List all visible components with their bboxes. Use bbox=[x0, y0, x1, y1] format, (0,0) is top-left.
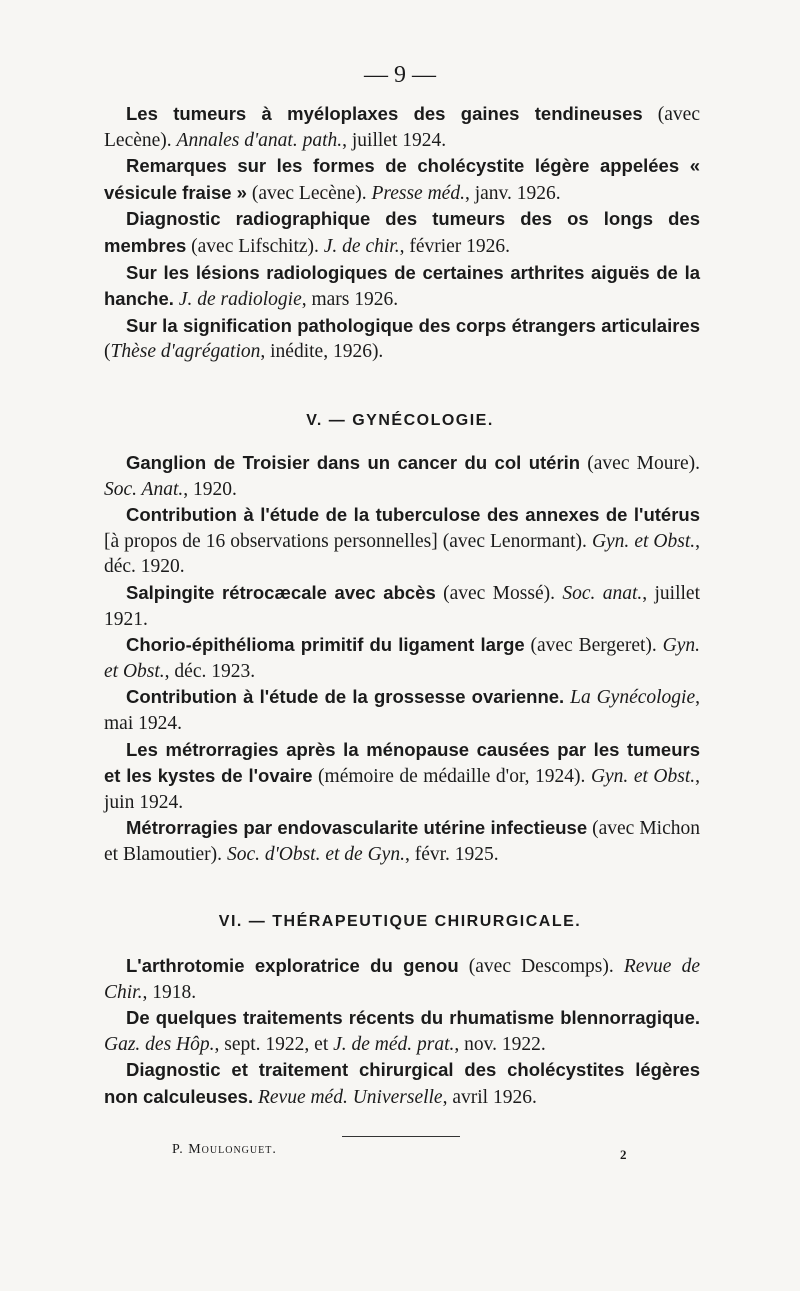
footer-rule bbox=[342, 1136, 460, 1137]
entry-title: Sur la signification pathologique des corps étrangers articulaires bbox=[126, 314, 700, 336]
bibliography-entry bbox=[104, 632, 700, 684]
bibliography-entry bbox=[104, 1057, 700, 1110]
journal-name: La Gynécologie bbox=[570, 687, 696, 709]
bibliography-entry bbox=[104, 502, 700, 580]
journal-name: Gyn. et Obst. bbox=[591, 530, 696, 552]
entry-title: Sur les lésions radiologiques de certaines arthrites aiguës de la hanche. bbox=[104, 261, 700, 310]
entry-title: Contribution à l'étude de la grossesse ovarienne. bbox=[126, 686, 565, 708]
section-5-heading: V. — GYNÉCOLOGIE. bbox=[306, 412, 494, 429]
entry-date: , mars 1926. bbox=[301, 289, 399, 311]
entry-date: , inédite, 1926). bbox=[260, 341, 384, 363]
entry-details: (avec Bergeret). bbox=[524, 635, 663, 657]
entry-date: , 1918. bbox=[142, 981, 197, 1003]
journal-name: Soc. d'Obst. et de Gyn. bbox=[226, 843, 405, 865]
entry-title: Contribution à l'étude de la tuberculose des annexes de l'utérus bbox=[126, 504, 700, 526]
journal-name: Thèse d'agrégation bbox=[110, 341, 261, 363]
entry-details: (avec Michon et Blamoutier). bbox=[104, 818, 701, 865]
entry-date: , déc. 1923. bbox=[164, 660, 256, 682]
entry-title: L'arthrotomie exploratrice du genou bbox=[126, 955, 459, 976]
page-number: — 9 — bbox=[364, 62, 436, 88]
signature-mark: 2 bbox=[620, 1147, 627, 1162]
journal-name: Soc. Anat. bbox=[104, 478, 184, 500]
bibliography-entry bbox=[104, 260, 700, 313]
journal-name: J. de méd. prat. bbox=[333, 1033, 455, 1055]
bibliography-entry bbox=[104, 450, 700, 502]
entry-title: Diagnostic radiographique des tumeurs des os longs des membres bbox=[104, 208, 700, 256]
entry-details: [à propos de 16 observations personnelles] (avec Lenormant). bbox=[104, 530, 592, 552]
entry-details: (avec Moure). bbox=[580, 453, 700, 474]
entry-title: Diagnostic et traitement chirurgical des cholécystites légères non calculeuses. bbox=[104, 1059, 700, 1107]
entry-date: , janv. 1926. bbox=[464, 182, 561, 204]
bibliography-entry bbox=[104, 737, 700, 816]
entry-details: ( bbox=[104, 341, 111, 363]
entry-title: Métrorragies par endovascularite utérine infectieuse bbox=[126, 817, 588, 839]
entry-title: Ganglion de Troisier dans un cancer du col utérin bbox=[126, 452, 581, 473]
entry-date: , mai 1924. bbox=[104, 687, 700, 734]
entry-details: (avec Lecène). bbox=[246, 182, 372, 204]
bibliography-entry bbox=[104, 815, 700, 867]
section-5-list bbox=[104, 450, 700, 868]
entry-details: (avec Mossé). bbox=[435, 582, 563, 604]
entry-date: , février 1926. bbox=[399, 235, 511, 257]
entry-date: , déc. 1920. bbox=[104, 530, 700, 578]
journal-name: Annales d'anat. path. bbox=[176, 129, 343, 151]
journal-name: Soc. anat. bbox=[562, 582, 643, 604]
journal-name: Revue méd. Universelle bbox=[257, 1086, 443, 1108]
bibliography-entry bbox=[104, 313, 700, 365]
bibliography-entry bbox=[104, 953, 700, 1005]
journal-name: J. de chir. bbox=[323, 235, 400, 257]
journal-name: J. de radiologie bbox=[178, 289, 302, 311]
section-6-heading: VI. — THÉRAPEUTIQUE CHIRURGICALE. bbox=[218, 913, 582, 930]
entry-title: De quelques traitements récents du rhumatisme blennorragique. bbox=[126, 1007, 700, 1029]
bibliography-entry bbox=[104, 580, 700, 632]
entry-date: , févr. 1925. bbox=[404, 843, 499, 865]
bibliography-entry bbox=[104, 684, 700, 736]
section-4-list bbox=[104, 101, 700, 365]
entry-title: Les tumeurs à myéloplaxes des gaines tendineuses bbox=[126, 103, 643, 124]
entry-details: (avec Lifschitz). bbox=[186, 235, 324, 257]
entry-date: , 1920. bbox=[183, 478, 237, 500]
journal-name: Gyn. et Obst. bbox=[104, 635, 700, 682]
entry-title: Remarques sur les formes de cholécystite légère appelées « vésicule fraise » bbox=[104, 155, 700, 203]
journal-name: Gyn. et Obst. bbox=[590, 766, 696, 788]
journal-name: Revue de Chir. bbox=[104, 956, 700, 1003]
entry-title: Chorio-épithélioma primitif du ligament large bbox=[126, 634, 525, 656]
entry-title: Les métrorragies après la ménopause causées par les tumeurs et les kystes de l'ovaire bbox=[104, 738, 700, 787]
entry-details: (avec Lecène). bbox=[104, 104, 700, 151]
entry-date: , nov. 1922. bbox=[454, 1033, 546, 1055]
journal-name: Gaz. des Hôp. bbox=[104, 1033, 215, 1055]
bibliography-entry bbox=[104, 153, 700, 206]
entry-date: , juin 1924. bbox=[104, 766, 700, 813]
bibliography-entry bbox=[104, 1005, 700, 1057]
entry-details: (avec Descomps). bbox=[458, 956, 624, 977]
entry-date: , juillet 1924. bbox=[342, 129, 447, 151]
journal-name: Presse méd. bbox=[371, 182, 465, 204]
bibliography-entry bbox=[104, 101, 700, 153]
entry-details: (mémoire de médaille d'or, 1924). bbox=[312, 766, 591, 788]
footer-author: P. Moulonguet. bbox=[172, 1142, 277, 1157]
entry-title: Salpingite rétrocæcale avec abcès bbox=[126, 581, 436, 603]
entry-date: , sept. 1922, et bbox=[214, 1033, 334, 1055]
entry-date: , avril 1926. bbox=[442, 1086, 537, 1108]
entry-date: , juillet 1921. bbox=[104, 582, 701, 630]
section-6-list bbox=[104, 953, 700, 1111]
bibliography-entry bbox=[104, 206, 700, 259]
